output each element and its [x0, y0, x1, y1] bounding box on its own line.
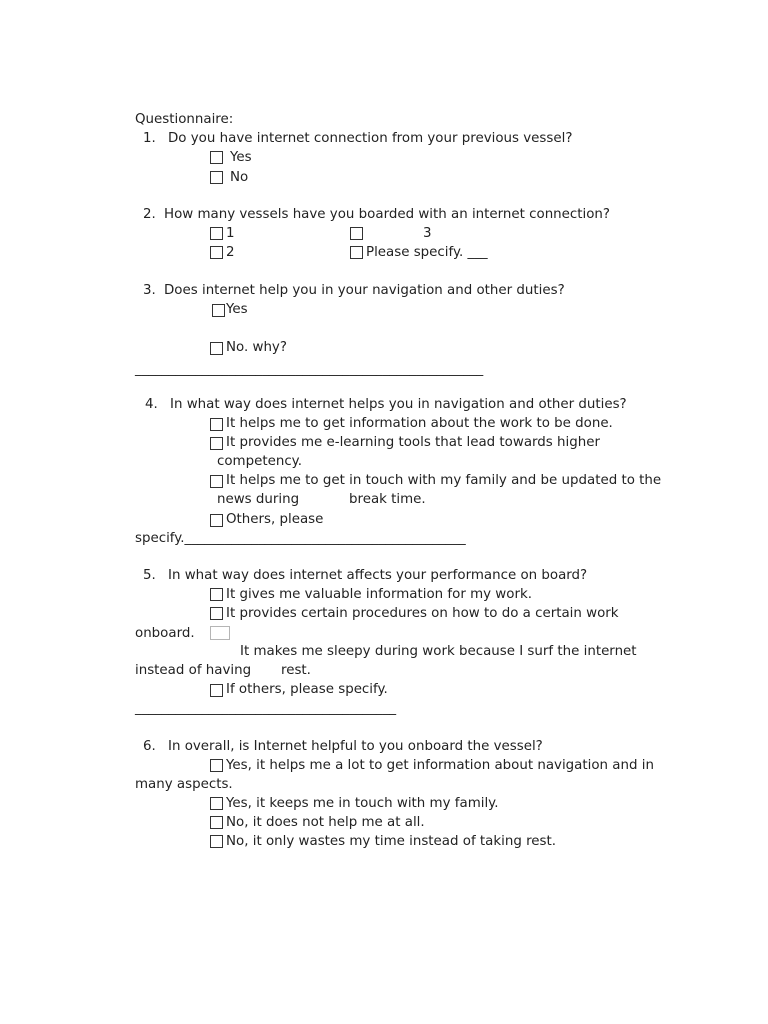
- q3-yes-label: Yes: [226, 302, 248, 317]
- q4-option-c-label-cont-b: break time.: [349, 492, 426, 507]
- q2-specify-checkbox[interactable]: [350, 246, 363, 259]
- q4-specify-blank[interactable]: specify.__________________________________________: [135, 531, 466, 546]
- q2-option-2-label: 2: [226, 245, 235, 260]
- question-3-number: 3.: [143, 283, 156, 298]
- q1-yes-label: Yes: [230, 150, 252, 165]
- q1-no-label: No: [230, 170, 249, 185]
- question-5-text: In what way does internet affects your performance on board?: [168, 568, 588, 583]
- q5-option-c-label: It makes me sleepy during work because I surf the internet: [240, 644, 637, 659]
- q4-option-c-label-cont-a: news during: [217, 492, 300, 507]
- q5-option-b-checkbox[interactable]: [210, 607, 223, 620]
- question-3-text: Does internet help you in your navigation and other duties?: [164, 283, 565, 298]
- q4-option-c-checkbox[interactable]: [210, 475, 223, 488]
- q4-option-b-checkbox[interactable]: [210, 437, 223, 450]
- q2-option-1-label: 1: [226, 226, 235, 241]
- question-4-number: 4.: [145, 397, 158, 412]
- q6-option-b-checkbox[interactable]: [210, 797, 223, 810]
- q4-others-label: Others, please: [226, 512, 324, 527]
- q6-option-d-label: No, it only wastes my time instead of taking rest.: [226, 834, 557, 849]
- q4-option-a-label: It helps me to get information about the work to be done.: [226, 416, 613, 431]
- q1-yes-checkbox[interactable]: [210, 151, 223, 164]
- q2-option-3-label: 3: [423, 226, 432, 241]
- q4-option-c-label: It helps me to get in touch with my family and be updated to the: [226, 473, 662, 488]
- q3-no-label: No. why?: [226, 340, 287, 355]
- question-6-number: 6.: [143, 739, 156, 754]
- q6-option-b-label: Yes, it keeps me in touch with my family.: [226, 796, 499, 811]
- q5-option-a-label: It gives me valuable information for my work.: [226, 587, 532, 602]
- question-1-number: 1.: [143, 131, 156, 146]
- q5-option-c-label-cont-b: rest.: [281, 663, 311, 678]
- q5-option-a-checkbox[interactable]: [210, 588, 223, 601]
- q4-option-b-label: It provides me e-learning tools that lead towards higher: [226, 435, 600, 450]
- q5-option-b-label: It provides certain procedures on how to do a certain work: [226, 606, 619, 621]
- q2-specify-label: Please specify. ___: [366, 245, 488, 260]
- q3-no-checkbox[interactable]: [210, 342, 223, 355]
- q6-option-c-label: No, it does not help me at all.: [226, 815, 425, 830]
- q5-option-b-label-cont: onboard.: [135, 626, 195, 641]
- question-2-number: 2.: [143, 207, 156, 222]
- questionnaire-title: Questionnaire:: [135, 112, 234, 127]
- q4-option-b-label-cont: competency.: [217, 454, 302, 469]
- q4-others-checkbox[interactable]: [210, 514, 223, 527]
- q3-answer-blank[interactable]: ____________________________________________________: [135, 362, 484, 377]
- question-5-number: 5.: [143, 568, 156, 583]
- q5-option-c-label-cont-a: instead of having: [135, 663, 252, 678]
- question-1-text: Do you have internet connection from your previous vessel?: [168, 131, 573, 146]
- q6-option-a-checkbox[interactable]: [210, 759, 223, 772]
- question-6-text: In overall, is Internet helpful to you onboard the vessel?: [168, 739, 543, 754]
- q6-option-c-checkbox[interactable]: [210, 816, 223, 829]
- q1-no-checkbox[interactable]: [210, 171, 223, 184]
- q2-option-1-checkbox[interactable]: [210, 227, 223, 240]
- q2-option-2-checkbox[interactable]: [210, 246, 223, 259]
- q3-yes-checkbox[interactable]: [212, 304, 225, 317]
- question-2-text: How many vessels have you boarded with an internet connection?: [164, 207, 611, 222]
- question-4-text: In what way does internet helps you in navigation and other duties?: [170, 397, 627, 412]
- q2-option-3-checkbox[interactable]: [350, 227, 363, 240]
- q5-others-checkbox[interactable]: [210, 684, 223, 697]
- q6-option-a-label-cont: many aspects.: [135, 777, 233, 792]
- q5-option-c-checkbox[interactable]: [210, 626, 230, 640]
- q6-option-d-checkbox[interactable]: [210, 835, 223, 848]
- q5-others-label: If others, please specify.: [226, 682, 388, 697]
- q4-option-a-checkbox[interactable]: [210, 418, 223, 431]
- q6-option-a-label: Yes, it helps me a lot to get information about navigation and in: [226, 758, 654, 773]
- q5-specify-blank[interactable]: _______________________________________: [135, 701, 397, 716]
